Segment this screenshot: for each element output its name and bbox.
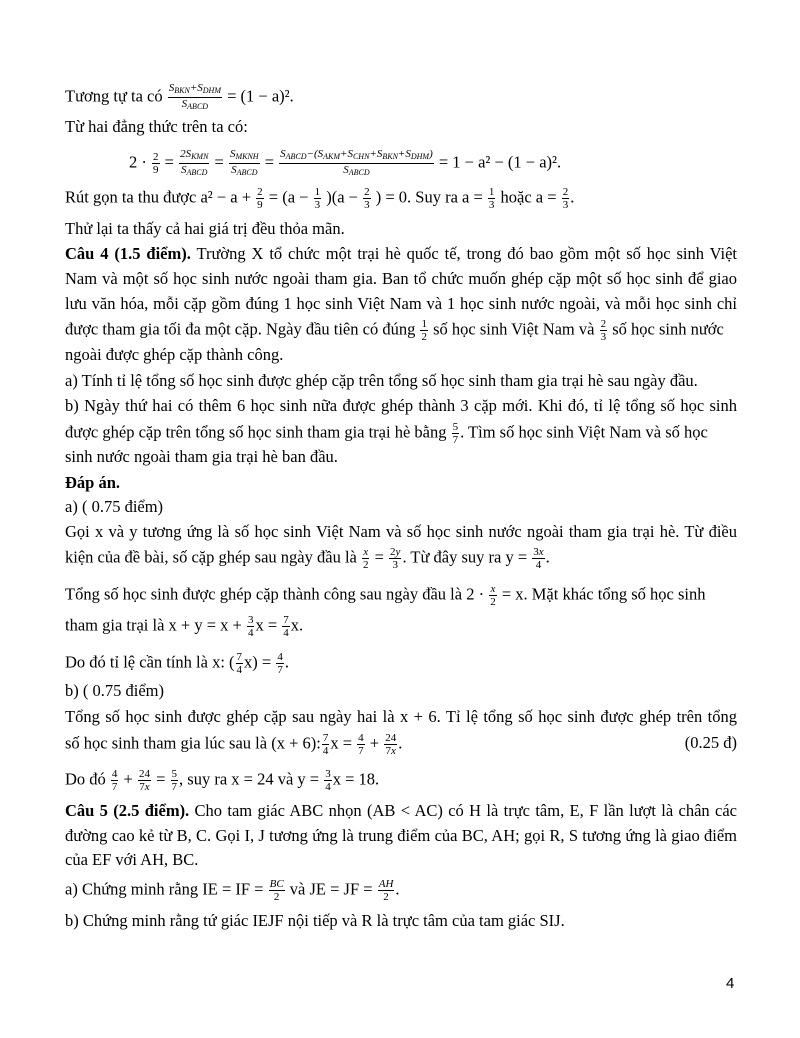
fraction: $\frac{2y}{3}$ — [390, 546, 401, 571]
text: )(a − — [326, 187, 358, 207]
text: được ghép cặp trên tổng số học sinh tham gia trại hè bằng — [65, 422, 447, 442]
fraction: $\frac{S_{ABCD}-(S_{AKM}+S_{CHN}+S_{BKN}+S_{DHM})}{S_{ABCD}}$ — [280, 148, 433, 177]
text: số học sinh tham gia lúc sau là (x + 6): — [65, 733, 321, 753]
text: + — [123, 769, 133, 789]
text: Tương tự ta có — [65, 86, 163, 106]
text-line: số học sinh tham gia lúc sau là (x + 6): $\frac{7}{4}$ x = $\frac{4}{7}$ + $\frac{24}{7x}$ . (0.25 đ) — [65, 732, 737, 757]
text: Tổng số học sinh được ghép cặp thành công sau ngày đầu là 2 · — [65, 584, 485, 604]
question-title: Câu 5 (2.5 điểm). — [65, 801, 190, 820]
text: 2 · — [129, 152, 147, 172]
text-line — [65, 318, 724, 343]
text: Trường X tổ chức một trại hè quốc tế, trong đó bao gồm một số học sinh Việt — [196, 244, 737, 263]
text: của EF với AH, BC. — [65, 850, 199, 869]
fraction: $\frac{S_{BKN}+S_{DHM}}{S_{ABCD}}$ — [168, 82, 221, 111]
text: tham gia trại là x + y = x + — [65, 615, 242, 635]
fraction: $\frac{S_{MKNH}}{S_{ABCD}}$ — [229, 148, 259, 177]
text: số học sinh Việt Nam và — [433, 319, 595, 339]
fraction: $\frac{2}{3}$ — [562, 186, 569, 211]
text: = (a − — [268, 187, 309, 207]
text: x) = — [244, 652, 272, 672]
fraction: $\frac{3x}{4}$ — [533, 546, 544, 571]
text: Tổng số học sinh được ghép cặp sau ngày hai là x + 6. Tỉ lệ tổng số học sinh được ghép trên tổng — [65, 707, 737, 726]
text: Do đó tỉ lệ cần tính là x: ( — [65, 652, 235, 672]
text: = — [156, 769, 166, 789]
fraction: $\frac{7}{4}$ — [236, 651, 243, 676]
text: a) Chứng minh rằng IE = IF = — [65, 879, 264, 899]
text: x = — [330, 733, 353, 753]
text-line — [65, 768, 379, 793]
fraction: $\frac{2}{3}$ — [600, 318, 607, 343]
text: hoặc a = — [500, 187, 557, 207]
fraction: $\frac{1}{2}$ — [421, 318, 427, 343]
fraction: $\frac{4}{7}$ — [358, 732, 364, 757]
fraction: $\frac{2}{9}$ — [257, 186, 263, 211]
text: = 1 − a² − (1 − a)². — [438, 152, 562, 172]
text: Từ hai đẳng thức trên ta có: — [65, 117, 248, 136]
question-4-line — [65, 243, 737, 265]
text: . Tìm số học sinh Việt Nam và số học — [460, 422, 708, 442]
text-line — [65, 614, 303, 639]
text: , suy ra x = 24 và y = — [179, 769, 320, 789]
text: đường cao kẻ từ B, C. Gọi I, J tương ứng là trung điểm của BC, AH; gọi R, S tương ứng là giao điểm — [65, 826, 737, 845]
text: Thử lại ta thấy cả hai giá trị đều thỏa mãn. — [65, 219, 345, 238]
text-line: Do đó tỉ lệ cần tính là x: ( $\frac{7}{4}$ x) = $\frac{4}{7}$ . — [65, 651, 289, 676]
answer-heading — [65, 472, 120, 494]
text: Do đó — [65, 769, 106, 789]
text: được tham gia tối đa một cặp. Ngày đầu tiên có đúng — [65, 319, 416, 339]
text: Gọi x và y tương ứng là số học sinh Việt Nam và số học sinh nước ngoài tham gia trại hè. Từ điều — [65, 522, 737, 541]
text-line: a) Chứng minh rằng IE = IF = $\frac{BC}{2}$ và JE = JF = $\frac{AH}{2}$ . — [65, 878, 400, 903]
fraction: $\frac{1}{3}$ — [314, 186, 321, 211]
question-5-line — [65, 800, 737, 822]
fraction: $\frac{2}{3}$ — [364, 186, 370, 211]
points-label: (0.25 đ) — [684, 733, 737, 752]
text: Đáp án. — [65, 473, 121, 492]
text: ) = 0. Suy ra a = — [375, 187, 483, 207]
text: a) ( 0.75 điểm) — [65, 497, 164, 516]
text: = x. Mặt khác tổng số học sinh — [501, 584, 706, 604]
text: Cho tam giác ABC nhọn (AB < AC) có H là trực tâm, E, F lần lượt là chân các — [194, 801, 737, 820]
text: + — [369, 733, 380, 753]
ratio-line — [65, 82, 294, 113]
fraction: $\frac{4}{7}$ — [277, 651, 283, 676]
text-line: kiện của đề bài, số cặp ghép sau ngày đầu là $\frac{x}{2}$ = $\frac{2y}{3}$ . Từ đây suy ra y = $\frac{3x}{4}$ . — [65, 546, 550, 571]
fraction: $\frac{3}{4}$ — [325, 768, 331, 793]
text: và JE = JF = — [289, 879, 373, 899]
fraction: $\frac{4}{7}$ — [111, 768, 118, 793]
text: ngoài được ghép cặp thành công. — [65, 345, 284, 364]
text: kiện của đề bài, số cặp ghép sau ngày đầu là — [65, 547, 357, 567]
fraction: $\frac{5}{7}$ — [171, 768, 178, 793]
text: = (1 − a)². — [227, 86, 294, 106]
text: b) Chứng minh rằng tứ giác IEJF nội tiếp và R là trực tâm của tam giác SIJ. — [65, 911, 565, 930]
fraction: $\frac{AH}{2}$ — [378, 878, 394, 903]
fraction: $\frac{BC}{2}$ — [269, 878, 284, 903]
text: lưu văn hóa, mỗi cặp gồm đúng 1 học sinh Việt Nam và 1 học sinh nước ngoài, và mỗi học sinh chỉ — [65, 294, 737, 313]
text: x = — [255, 615, 278, 635]
question-title: Câu 4 (1.5 điểm). — [65, 244, 191, 263]
text: b) Ngày thứ hai có thêm 6 học sinh nữa được ghép thành 3 cặp mới. Khi đó, tỉ lệ tổng số học sinh — [65, 396, 737, 415]
fraction: $\frac{2}{9}$ — [153, 151, 159, 176]
page-number: 4 — [726, 975, 735, 992]
fraction: $\frac{7}{4}$ — [283, 614, 289, 639]
text: a) Tính tỉ lệ tổng số học sinh được ghép cặp trên tổng số học sinh tham gia trại hè sau ngày đầu. — [65, 371, 698, 390]
fraction: $\frac{x}{2}$ — [490, 583, 496, 608]
text: b) ( 0.75 điểm) — [65, 681, 164, 700]
text: x = 18. — [332, 769, 380, 789]
fraction: $\frac{x}{2}$ — [362, 546, 369, 571]
fraction: $\frac{5}{7}$ — [452, 421, 459, 446]
fraction: $\frac{3}{4}$ — [247, 614, 254, 639]
text: Nam và một số học sinh nước ngoài tham gia. Ban tổ chức muốn ghép cặp một số học sinh để giao — [65, 269, 737, 288]
fraction: $\frac{7}{4}$ — [322, 732, 329, 757]
fraction: $\frac{24}{7x}$ — [385, 732, 397, 757]
text-line — [65, 421, 708, 446]
fraction: $\frac{1}{3}$ — [488, 186, 495, 211]
text: x. — [290, 615, 304, 635]
equation: 2 · $\frac{2}{9}$ = $\frac{2S_{KMN}}{S_{ABCD}}$ = $\frac{S_{MKNH}}{S_{ABCD}}$ = $\frac{S_{ABCD}-(S_{AKM}+S_{CHN}+S_{BKN}+S_{DHM})}{S_{ABCD}}$ = 1 − a² − (1 − a)². — [129, 148, 562, 177]
text-line — [65, 583, 705, 608]
text: số học sinh nước — [612, 319, 724, 339]
text: . Từ đây suy ra y = — [402, 547, 528, 567]
text: Rút gọn ta thu được a² − a + — [65, 187, 252, 207]
text: sinh nước ngoài tham gia trại hè ban đầu. — [65, 447, 338, 466]
fraction: $\frac{24}{7x}$ — [138, 768, 150, 793]
text: = — [374, 547, 384, 567]
equation: Rút gọn ta thu được a² − a + $\frac{2}{9}$ = (a − $\frac{1}{3}$ )(a − $\frac{2}{3}$ ) = 0. Suy ra a = $\frac{1}{3}$ hoặc a = $\frac{2}{3}$ . — [65, 186, 575, 211]
fraction: $\frac{2S_{KMN}}{S_{ABCD}}$ — [180, 148, 209, 177]
